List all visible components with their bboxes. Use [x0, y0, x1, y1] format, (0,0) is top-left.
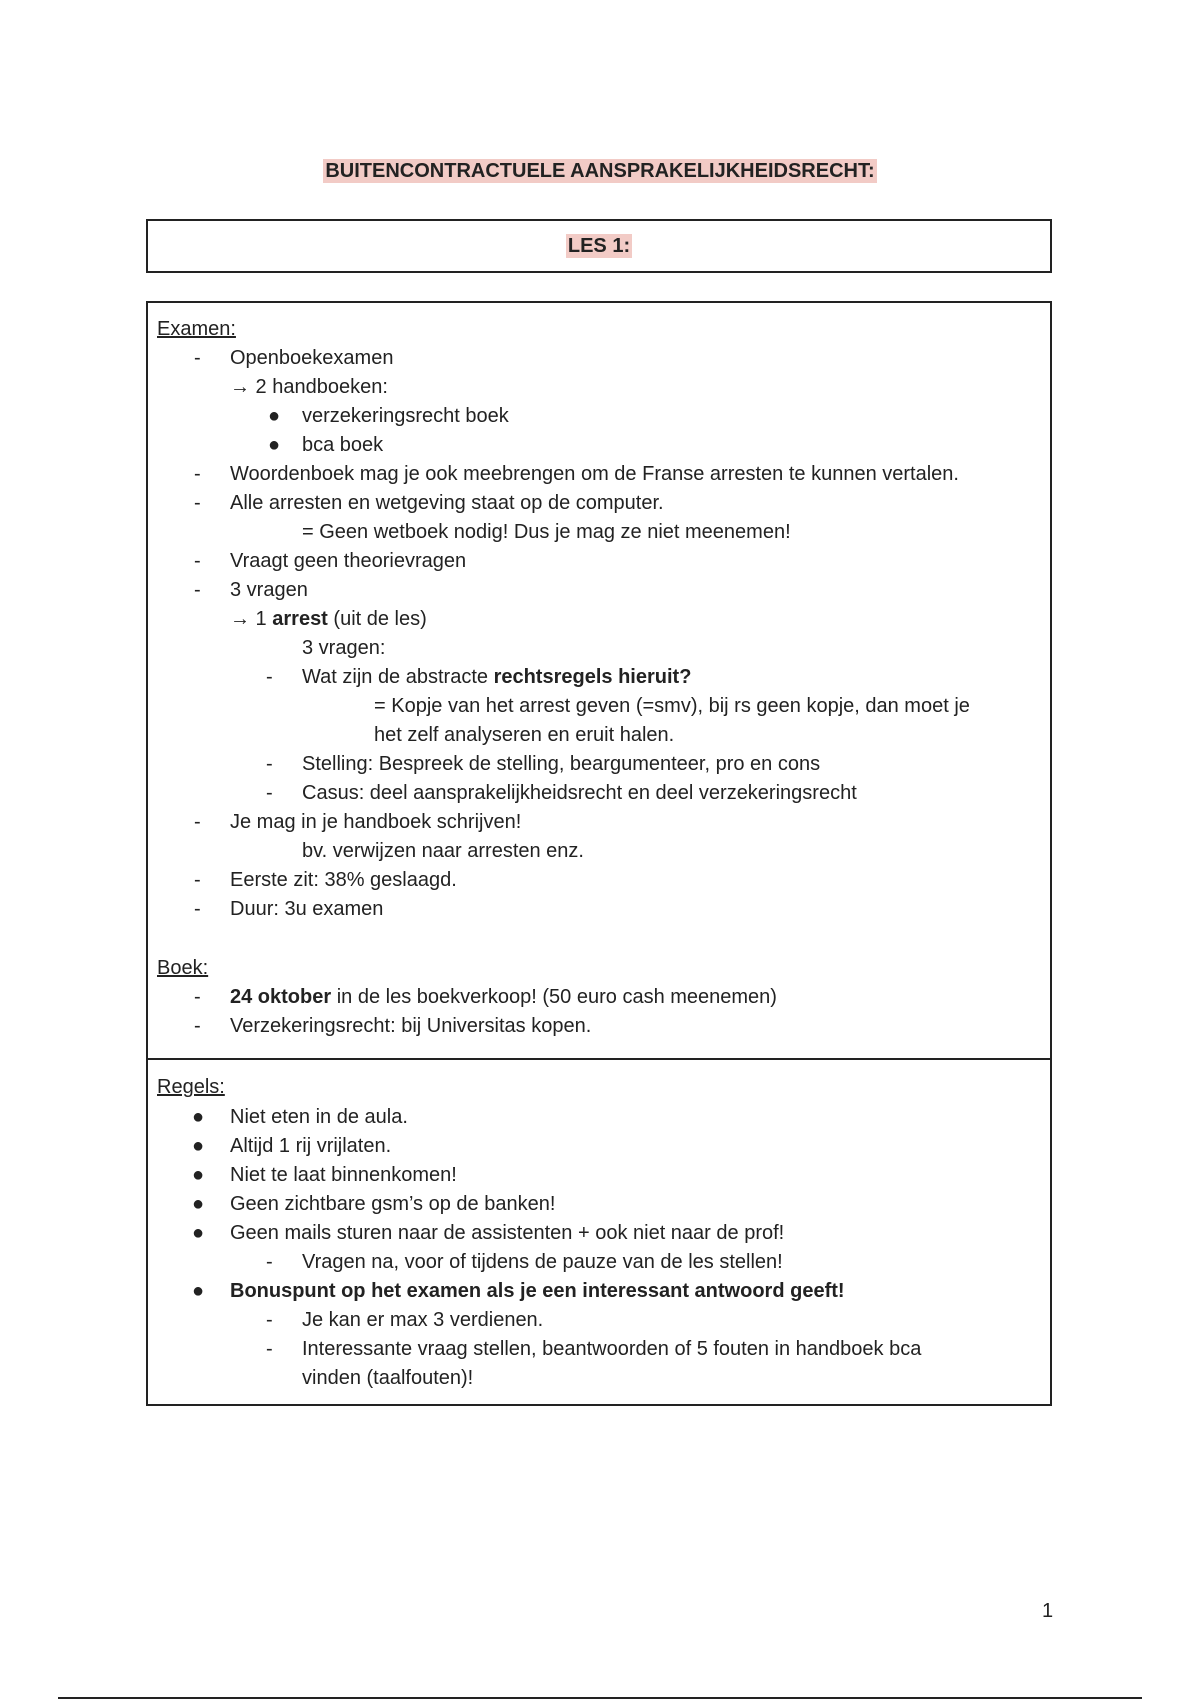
bullet-marker: ● [192, 1164, 205, 1186]
bullet-marker: ● [192, 1193, 205, 1215]
bullet-marker: ● [192, 1222, 205, 1244]
list-item: 3 vragen: [302, 637, 386, 659]
list-item [230, 607, 427, 631]
list-item: Alle arresten en wetgeving staat op de computer. [230, 492, 664, 514]
list-item: Eerste zit: 38% geslaagd. [230, 869, 457, 891]
list-item: = Kopje van het arrest geven (=smv), bij rs geen kopje, dan moet je [374, 695, 970, 717]
list-item: Woordenboek mag je ook meebrengen om de Franse arresten te kunnen vertalen. [230, 463, 959, 485]
dash-marker: - [266, 1309, 273, 1331]
list-item: Vraagt geen theorievragen [230, 550, 467, 572]
text-part: → 1 [230, 608, 273, 630]
dash-marker: - [266, 666, 273, 688]
les-box [146, 219, 1052, 273]
dash-marker: - [194, 550, 201, 572]
list-item: bca boek [302, 434, 384, 456]
dash-marker: - [266, 753, 273, 775]
list-item: bv. verwijzen naar arresten enz. [302, 840, 584, 862]
document-title: BUITENCONTRACTUELE AANSPRAKELIJKHEIDSRECHT: [325, 160, 875, 182]
list-item: Openboekexamen [230, 347, 394, 369]
bullet-marker: ● [192, 1135, 205, 1157]
section-divider [148, 1058, 1050, 1060]
list-item: het zelf analyseren en eruit halen. [374, 724, 675, 746]
regels-heading: Regels: [157, 1076, 225, 1098]
list-item: Interessante vraag stellen, beantwoorden of 5 fouten in handboek bca [302, 1338, 922, 1360]
list-item: Duur: 3u examen [230, 898, 384, 920]
list-item: verzekeringsrecht boek [302, 405, 509, 427]
list-item: Stelling: Bespreek de stelling, beargumenteer, pro en cons [302, 753, 821, 775]
dash-marker: - [194, 986, 201, 1008]
list-item [230, 985, 777, 1009]
bullet-marker: ● [192, 1106, 205, 1128]
dash-marker: - [266, 1251, 273, 1273]
list-item: Casus: deel aansprakelijkheidsrecht en deel verzekeringsrecht [302, 782, 857, 804]
dash-marker: - [194, 492, 201, 514]
bullet-marker: ● [192, 1280, 205, 1302]
document-title-wrap [0, 160, 1200, 183]
dash-marker: - [266, 1338, 273, 1360]
bold-text: 24 oktober [230, 986, 332, 1008]
bullet-marker: ● [268, 434, 281, 456]
text-part: in de les boekverkoop! (50 euro cash meenemen) [331, 986, 777, 1008]
page-number: 1 [1042, 1600, 1054, 1622]
bold-text: rechtsregels hieruit? [493, 666, 692, 688]
text-part: Wat zijn de abstracte [302, 666, 494, 688]
dash-marker: - [194, 463, 201, 485]
list-item: Je mag in je handboek schrijven! [230, 811, 522, 833]
list-item: Geen mails sturen naar de assistenten + ook niet naar de prof! [230, 1222, 785, 1244]
list-item: = Geen wetboek nodig! Dus je mag ze niet meenemen! [302, 521, 791, 543]
dash-marker: - [194, 898, 201, 920]
boek-heading: Boek: [157, 957, 209, 979]
bottom-rule [58, 1697, 1142, 1699]
text-part: (uit de les) [327, 608, 427, 630]
dash-marker: - [194, 869, 201, 891]
list-item: Altijd 1 rij vrijlaten. [230, 1135, 392, 1157]
dash-marker: - [194, 811, 201, 833]
list-item [302, 665, 691, 689]
list-item: → 2 handboeken: [230, 376, 388, 398]
dash-marker: - [194, 579, 201, 601]
list-item: Bonuspunt op het examen als je een interessant antwoord geeft! [230, 1280, 845, 1302]
bold-text: arrest [272, 608, 328, 630]
content-box [146, 301, 1052, 1406]
les-label: LES 1: [567, 235, 631, 257]
dash-marker: - [266, 782, 273, 804]
list-item: Vragen na, voor of tijdens de pauze van de les stellen! [302, 1251, 783, 1273]
list-item: vinden (taalfouten)! [302, 1367, 474, 1389]
list-item: 3 vragen [230, 579, 308, 601]
dash-marker: - [194, 347, 201, 369]
dash-marker: - [194, 1015, 201, 1037]
list-item: Geen zichtbare gsm’s op de banken! [230, 1193, 556, 1215]
examen-heading: Examen: [157, 318, 236, 340]
list-item: Niet te laat binnenkomen! [230, 1164, 457, 1186]
bullet-marker: ● [268, 405, 281, 427]
list-item: Niet eten in de aula. [230, 1106, 408, 1128]
list-item: Verzekeringsrecht: bij Universitas kopen. [230, 1015, 592, 1037]
list-item: Je kan er max 3 verdienen. [302, 1309, 544, 1331]
